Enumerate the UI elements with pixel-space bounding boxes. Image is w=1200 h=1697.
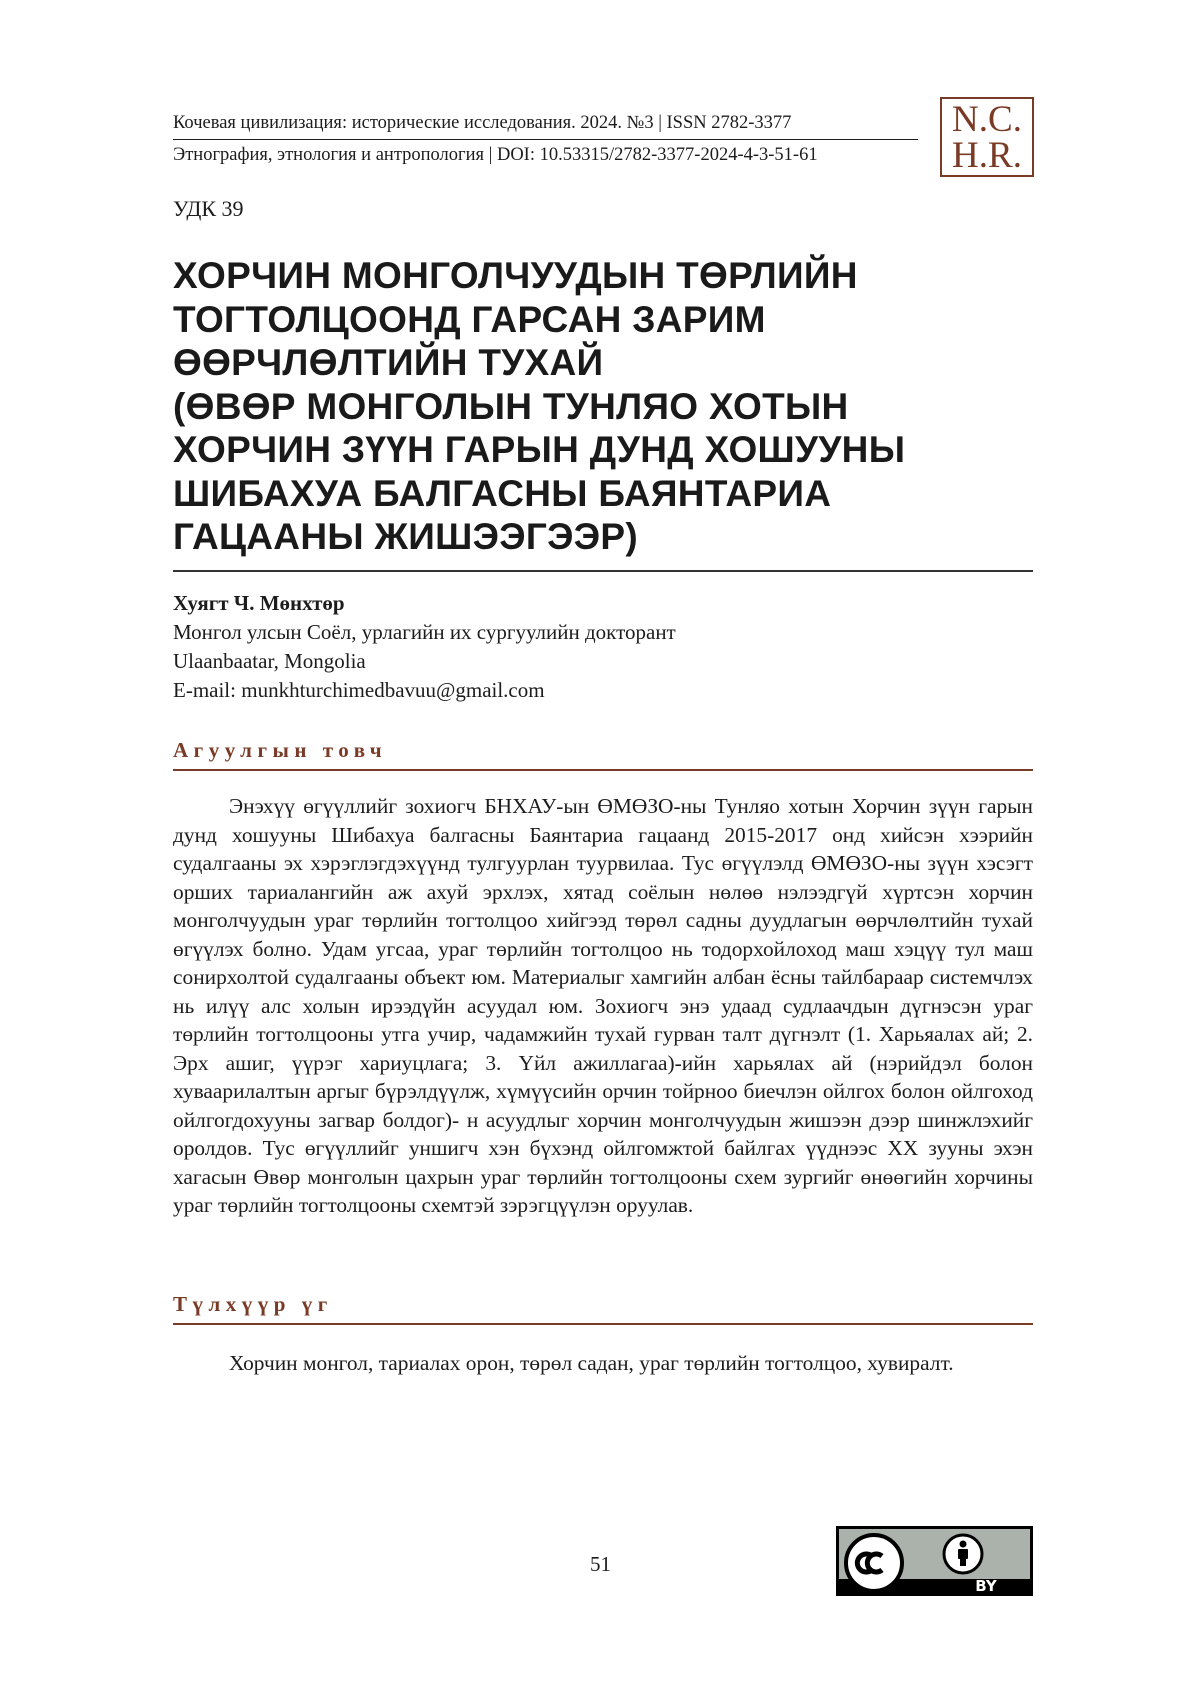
author-block bbox=[173, 589, 676, 705]
abstract-text: Энэхүү өгүүллийг зохиогч БНХАУ-ын ӨМӨЗО-ны Тунляо хотын Хорчин зүүн гарын дунд хошууны Шибахуа балгасны Баянтариа гацаанд 2015-2017 онд хийсэн хээрийн судалгааны эх хэрэглэгдэхүүнд тулгуурлан туурвилаа. Тус өгүүлэлд ӨМӨЗО-ны зүүн хэсэгт орших тариалангийн аж ахуй эрхлэх, хятад соёлын нөлөө нэлээдгүй хүртсэн хорчин монголчуудын ураг төрлийн тогтолцоо хийгээд төрөл садны дуудлагын өөрчлөлтийн тухай өгүүлэх болно. Удам угсаа, ураг төрлийн тогтолцоо нь тодорхойлоход маш хэцүү тул маш сонирхолтой судалгааны объект юм. Материалыг хамгийн албан ёсны тайлбараар системчлэх нь илүү алс холын ирээдүйн асуудал юм. Зохиогч энэ удаад судлаачдын дүгнэсэн ураг төрлийн тогтолцооны утга учир, чадамжийн тухай гурван талт дүгнэлт (1. Харьяалах ай; 2. Эрх ашиг, үүрэг хариуцлага; 3. Үйл ажиллагаа)-ийн харьялах ай (нэрийдэл болон хуваарилалтын аргыг бүрэлдүүлж, хүмүүсийн орчин тойрноо биечлэн ойлгох болон ойлгоход ойлгогдохууны загвар болдог)- н асуудлыг хорчин монголчуудын жишээн дээр шинжлэхийг оролдов. Тус өгүүллийг уншигч хэн бүхэнд ойлгомжтой байлгах үүднээс XX зууны эхэн хагасын Өвөр монголын цахрын ураг төрлийн тогтолцооны схем зургийг өнөөгийн хорчины ураг төрлийн тогтолцооны схемтэй зэрэгцүүлэн оруулав. bbox=[173, 794, 1033, 1217]
article-title bbox=[173, 254, 1033, 559]
title-line: ХОРЧИН МОНГОЛЧУУДЫН ТӨРЛИЙН bbox=[173, 255, 858, 296]
author-location: Ulaanbaatar, Mongolia bbox=[173, 649, 366, 673]
keywords-text: Хорчин монгол, тариалах орон, төрөл садан, ураг төрлийн тогтолцоо, хувиралт. bbox=[229, 1351, 954, 1375]
logo-bottom-text: H.R. bbox=[952, 135, 1022, 176]
title-line: ӨӨРЧЛӨЛТИЙН ТУХАЙ bbox=[173, 342, 604, 383]
title-line: ГАЦААНЫ ЖИШЭЭГЭЭР) bbox=[173, 516, 638, 557]
author-affiliation: Монгол улсын Соёл, урлагийн их сургуулийн докторант bbox=[173, 620, 676, 644]
page-number: 51 bbox=[590, 1552, 611, 1576]
logo-top-text: N.C. bbox=[952, 99, 1022, 140]
title-line: ТОГТОЛЦООНД ГАРСАН ЗАРИМ bbox=[173, 298, 766, 340]
author-email: E-mail: munkhturchimedbavuu@gmail.com bbox=[173, 678, 545, 702]
cc-by-license-badge bbox=[836, 1526, 1033, 1596]
badge-by-text: BY bbox=[975, 1577, 997, 1595]
section-doi-line: Этнография, этнология и антропология | DOI: 10.53315/2782-3377-2024-4-3-51-61 bbox=[173, 145, 818, 165]
udk-code: УДК 39 bbox=[173, 196, 244, 221]
title-line: ШИБАХУА БАЛГАСНЫ БАЯНТАРИА bbox=[173, 472, 832, 514]
author-name: Хуягт Ч. Мөнхтөр bbox=[173, 591, 345, 615]
title-line: (ӨВӨР МОНГОЛЫН ТУНЛЯО ХОТЫН bbox=[173, 385, 849, 427]
abstract-heading: Агуулгын товч bbox=[173, 738, 1033, 771]
journal-line: Кочевая цивилизация: исторические исследования. 2024. №3 | ISSN 2782-3377 bbox=[173, 108, 918, 140]
running-header bbox=[173, 108, 918, 170]
journal-logo bbox=[940, 97, 1034, 177]
title-line: ХОРЧИН ЗҮҮН ГАРЫН ДУНД ХОШУУНЫ bbox=[173, 429, 906, 470]
keywords-heading: Түлхүүр үг bbox=[173, 1292, 1033, 1325]
title-divider bbox=[173, 570, 1033, 572]
